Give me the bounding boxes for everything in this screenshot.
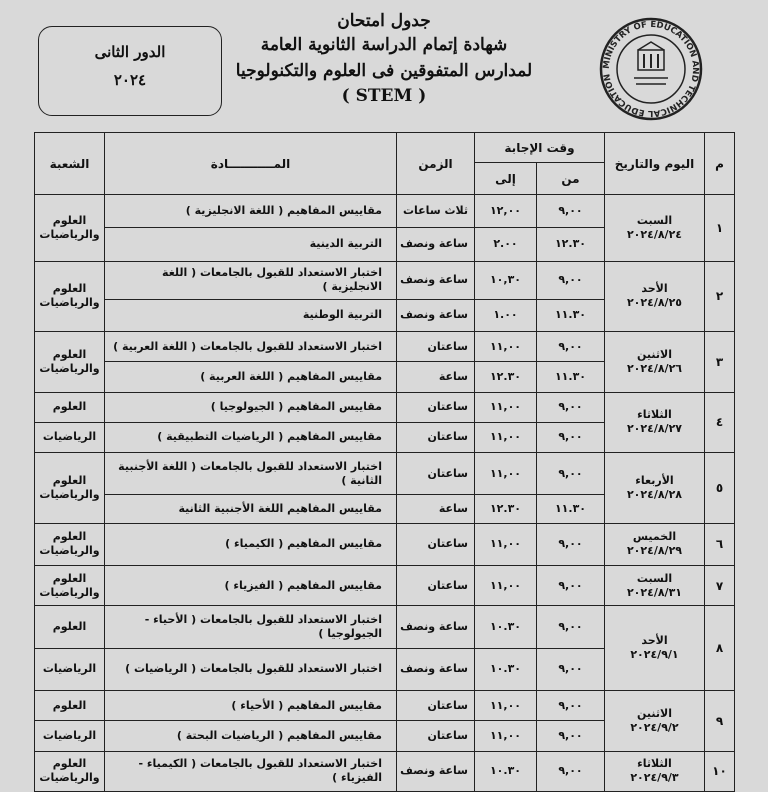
subject: اختبار الاستعداد للقبول بالجامعات ( الرياضيات ) xyxy=(105,648,397,690)
section: العلوم والرياضيات xyxy=(35,566,105,606)
row-number: ٦ xyxy=(705,523,735,565)
time-to: ١٠.٣٠ xyxy=(475,606,537,648)
row-day: الأحد xyxy=(641,282,668,296)
duration: ساعة ونصف xyxy=(397,261,475,299)
section: العلوم والرياضيات xyxy=(35,453,105,524)
time-to: ١٠.٣٠ xyxy=(475,648,537,690)
subject: التربية الوطنية xyxy=(105,299,397,331)
row-date: ٢٠٢٤/٨/٢٨ xyxy=(626,487,683,501)
time-from: ١١.٣٠ xyxy=(537,299,605,331)
time-to: ١١,٠٠ xyxy=(475,523,537,565)
time-to: ١٢.٣٠ xyxy=(475,362,537,392)
duration: ساعتان xyxy=(397,566,475,606)
row-day-date xyxy=(605,453,705,524)
subject: اختبار الاستعداد للقبول بالجامعات ( الأحياء - الجيولوجيا ) xyxy=(105,606,397,648)
time-from: ٩,٠٠ xyxy=(537,691,605,721)
header-from: من xyxy=(537,163,605,195)
time-from: ٩,٠٠ xyxy=(537,606,605,648)
title-line-1: جدول امتحان xyxy=(337,11,431,31)
row-date: ٢٠٢٤/٩/٢ xyxy=(630,720,679,734)
duration: ساعتان xyxy=(397,392,475,422)
row-number: ٢ xyxy=(705,261,735,332)
time-to: ١١,٠٠ xyxy=(475,566,537,606)
row-date: ٢٠٢٤/٨/٢٧ xyxy=(626,422,683,436)
duration: ساعتان xyxy=(397,691,475,721)
ministry-logo-icon xyxy=(594,14,708,124)
duration: ساعة ونصف xyxy=(397,648,475,690)
subject: مقاييس المفاهيم ( الفيزياء ) xyxy=(105,566,397,606)
row-day: الثلاثاء xyxy=(637,757,672,771)
time-from: ٩,٠٠ xyxy=(537,195,605,228)
title-line-3: لمدارس المتفوقين فى العلوم والتكنولوجيا xyxy=(235,61,533,81)
row-date: ٢٠٢٤/٩/١ xyxy=(630,648,679,662)
time-from: ٩,٠٠ xyxy=(537,751,605,791)
duration: ساعة xyxy=(397,362,475,392)
exam-schedule-table xyxy=(34,132,735,792)
section: العلوم والرياضيات xyxy=(35,195,105,262)
section: العلوم والرياضيات xyxy=(35,751,105,791)
subject: التربية الدينية xyxy=(105,228,397,261)
time-to: ١١,٠٠ xyxy=(475,332,537,362)
time-from: ٩,٠٠ xyxy=(537,453,605,495)
row-day-date xyxy=(605,751,705,791)
time-from: ١٢.٣٠ xyxy=(537,228,605,261)
table-row xyxy=(35,453,735,495)
duration: ساعتان xyxy=(397,332,475,362)
subject: مقاييس المفاهيم اللغة الأجنبية الثانية xyxy=(105,495,397,523)
subject: مقاييس المفاهيم ( الرياضيات التطبيقية ) xyxy=(105,422,397,452)
header-num: م xyxy=(705,133,735,195)
time-to: ١١,٠٠ xyxy=(475,721,537,751)
exam-round: الدور الثانى xyxy=(94,43,166,61)
section: العلوم والرياضيات xyxy=(35,332,105,393)
exam-year: ٢٠٢٤ xyxy=(113,71,147,89)
exam-round-box xyxy=(38,26,222,116)
subject: اختبار الاستعداد للقبول بالجامعات ( اللغة الانجليزية ) xyxy=(105,261,397,299)
row-day: الثلاثاء xyxy=(637,408,672,422)
header-duration: الزمن xyxy=(397,133,475,195)
subject: مقاييس المفاهيم ( اللغة العربية ) xyxy=(105,362,397,392)
section: العلوم والرياضيات xyxy=(35,261,105,332)
subject: مقاييس المفاهيم ( اللغة الانجليزية ) xyxy=(105,195,397,228)
row-number: ٤ xyxy=(705,392,735,453)
table-row xyxy=(35,261,735,299)
header-subject: المـــــــــــادة xyxy=(105,133,397,195)
table-row xyxy=(35,691,735,721)
duration: ساعتان xyxy=(397,453,475,495)
time-from: ١١.٣٠ xyxy=(537,495,605,523)
time-from: ٩,٠٠ xyxy=(537,721,605,751)
table-row xyxy=(35,392,735,422)
section: العلوم xyxy=(35,392,105,422)
row-day-date xyxy=(605,261,705,332)
row-date: ٢٠٢٤/٨/٢٥ xyxy=(626,296,683,310)
logo-text: MINISTRY OF EDUCATION AND TECHNICAL EDUCATION xyxy=(601,19,701,119)
row-date: ٢٠٢٤/٩/٣ xyxy=(630,771,679,785)
row-number: ٨ xyxy=(705,606,735,691)
section: العلوم xyxy=(35,606,105,648)
subject: مقاييس المفاهيم ( الأحياء ) xyxy=(105,691,397,721)
table-row xyxy=(35,195,735,228)
row-day: الاثنين xyxy=(637,347,672,361)
duration: ساعة ونصف xyxy=(397,751,475,791)
section: العلوم xyxy=(35,691,105,721)
time-to: ١٢,٠٠ xyxy=(475,195,537,228)
time-to: ٢.٠٠ xyxy=(475,228,537,261)
row-date: ٢٠٢٤/٨/٢٤ xyxy=(626,227,683,241)
duration: ساعة ونصف xyxy=(397,228,475,261)
table-row xyxy=(35,751,735,791)
time-from: ٩,٠٠ xyxy=(537,261,605,299)
row-date: ٢٠٢٤/٨/٢٩ xyxy=(626,544,683,558)
time-from: ٩,٠٠ xyxy=(537,332,605,362)
document-header xyxy=(0,0,768,128)
section: العلوم والرياضيات xyxy=(35,523,105,565)
subject: اختبار الاستعداد للقبول بالجامعات ( اللغة العربية ) xyxy=(105,332,397,362)
row-day: الاثنين xyxy=(637,706,672,720)
table-row xyxy=(35,566,735,606)
time-from: ٩,٠٠ xyxy=(537,523,605,565)
subject: مقاييس المفاهيم ( الجيولوجيا ) xyxy=(105,392,397,422)
time-to: ١٠.٣٠ xyxy=(475,751,537,791)
duration: ساعة ونصف xyxy=(397,299,475,331)
section: الرياضيات xyxy=(35,721,105,751)
row-date: ٢٠٢٤/٨/٢٦ xyxy=(626,361,683,375)
row-number: ٣ xyxy=(705,332,735,393)
document-title xyxy=(228,10,540,128)
time-from: ١١.٣٠ xyxy=(537,362,605,392)
duration: ساعة xyxy=(397,495,475,523)
duration: ساعة ونصف xyxy=(397,606,475,648)
row-day-date xyxy=(605,606,705,691)
subject: مقاييس المفاهيم ( الرياضيات البحتة ) xyxy=(105,721,397,751)
title-line-2: شهادة إتمام الدراسة الثانوية العامة xyxy=(260,35,508,55)
title-line-4: ( STEM ) xyxy=(341,86,427,106)
time-from: ٩,٠٠ xyxy=(537,422,605,452)
duration: ساعتان xyxy=(397,523,475,565)
time-to: ١٢.٣٠ xyxy=(475,495,537,523)
time-from: ٩,٠٠ xyxy=(537,566,605,606)
time-to: ١.٠٠ xyxy=(475,299,537,331)
row-day-date xyxy=(605,566,705,606)
table-row xyxy=(35,332,735,362)
duration: ساعتان xyxy=(397,721,475,751)
row-day: السبت xyxy=(636,213,673,227)
header-day-date: اليوم والتاريخ xyxy=(605,133,705,195)
time-from: ٩,٠٠ xyxy=(537,648,605,690)
header-to: إلى xyxy=(475,163,537,195)
subject: اختبار الاستعداد للقبول بالجامعات ( الكيمياء - الفيزياء ) xyxy=(105,751,397,791)
subject: اختبار الاستعداد للقبول بالجامعات ( اللغة الأجنبية الثانية ) xyxy=(105,453,397,495)
row-day: السبت xyxy=(636,571,673,585)
duration: ساعتان xyxy=(397,422,475,452)
row-day: الخميس xyxy=(632,530,677,544)
time-to: ١١,٠٠ xyxy=(475,691,537,721)
time-from: ٩,٠٠ xyxy=(537,392,605,422)
time-to: ١١,٠٠ xyxy=(475,392,537,422)
row-number: ١٠ xyxy=(705,751,735,791)
row-day-date xyxy=(605,523,705,565)
row-day: الأربعاء xyxy=(635,473,674,487)
time-to: ١٠,٣٠ xyxy=(475,261,537,299)
table-row xyxy=(35,523,735,565)
section: الرياضيات xyxy=(35,648,105,690)
row-day-date xyxy=(605,691,705,752)
row-date: ٢٠٢٤/٨/٣١ xyxy=(626,585,683,599)
subject: مقاييس المفاهيم ( الكيمياء ) xyxy=(105,523,397,565)
table-row xyxy=(35,606,735,648)
row-number: ٥ xyxy=(705,453,735,524)
duration: ثلاث ساعات xyxy=(397,195,475,228)
section: الرياضيات xyxy=(35,422,105,452)
row-day-date xyxy=(605,332,705,393)
row-number: ٩ xyxy=(705,691,735,752)
row-day: الأحد xyxy=(641,634,668,648)
row-day-date xyxy=(605,392,705,453)
time-to: ١١,٠٠ xyxy=(475,453,537,495)
header-answer-time: وقت الإجابة xyxy=(475,133,605,163)
row-day-date xyxy=(605,195,705,262)
header-section: الشعبة xyxy=(35,133,105,195)
row-number: ١ xyxy=(705,195,735,262)
row-number: ٧ xyxy=(705,566,735,606)
time-to: ١١,٠٠ xyxy=(475,422,537,452)
